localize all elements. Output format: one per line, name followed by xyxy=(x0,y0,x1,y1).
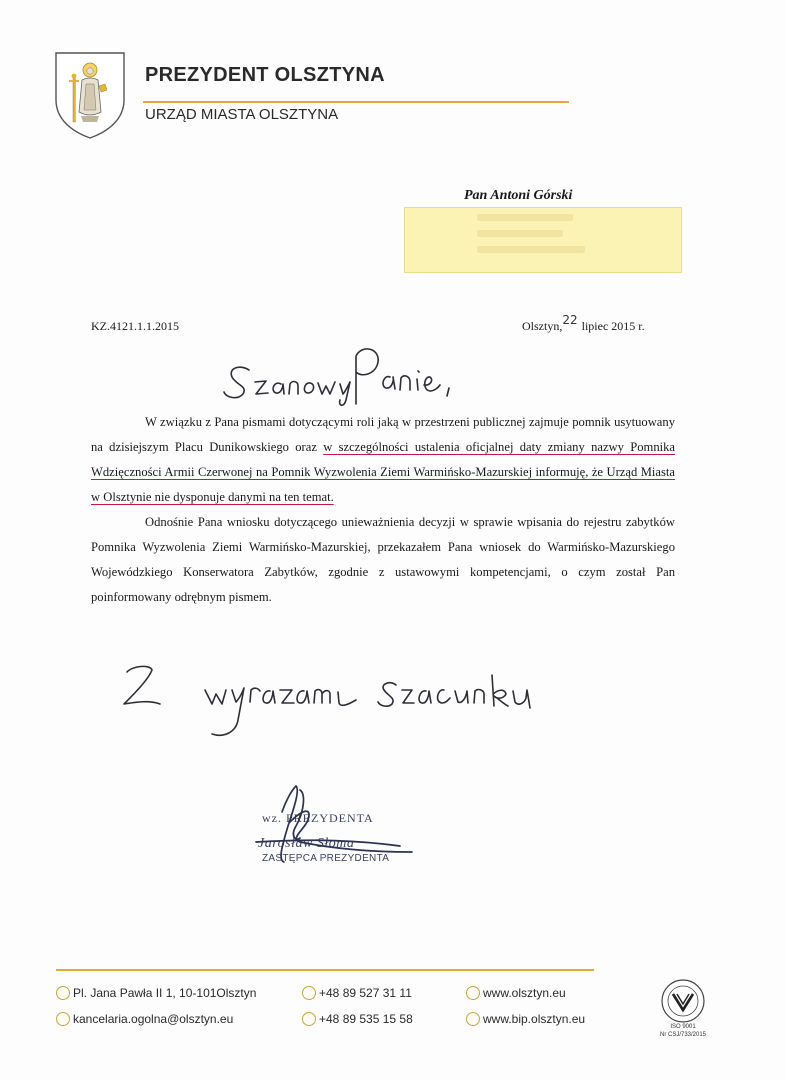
city-crest-icon xyxy=(53,50,127,140)
redacted-line xyxy=(477,230,563,237)
fax-icon xyxy=(302,1012,316,1026)
handwritten-salutation xyxy=(224,349,449,405)
handwritten-closing xyxy=(124,666,530,735)
redacted-line xyxy=(477,214,573,221)
redacted-address-block xyxy=(404,207,682,273)
footer-divider xyxy=(56,969,594,971)
date-place: Olsztyn, xyxy=(522,319,563,333)
footer-phone-1 xyxy=(302,986,412,1000)
footer-phone-2-text: +48 89 535 15 58 xyxy=(319,1012,413,1026)
location-icon xyxy=(56,986,70,1000)
bip-icon xyxy=(466,1012,480,1026)
footer-bip[interactable] xyxy=(466,1012,585,1026)
phone-icon xyxy=(302,986,316,1000)
date-day-handwritten: 22 xyxy=(562,313,578,327)
footer-phone-1-text: +48 89 527 31 11 xyxy=(319,986,412,1000)
footer-web[interactable] xyxy=(466,986,566,1000)
body-paragraph-1 xyxy=(91,410,675,510)
header-divider xyxy=(143,101,569,103)
header-title: PREZYDENT OLSZTYNA xyxy=(145,64,385,86)
web-icon xyxy=(466,986,480,1000)
footer-address-text: Pl. Jana Pawła II 1, 10-101Olsztyn xyxy=(73,986,257,1000)
stamp-on-behalf: wz. PREZYDENTA xyxy=(262,811,374,825)
stamp-signatory-name: Jarosław Słoma xyxy=(258,836,355,851)
footer-phone-2 xyxy=(302,1012,413,1026)
footer-address xyxy=(56,986,256,1000)
redacted-line xyxy=(477,246,585,253)
footer-email-text[interactable]: kancelaria.ogolna@olsztyn.eu xyxy=(73,1012,234,1026)
paragraph-1-underlined-text: w szczególności ustalenia oficjalnej daty zmiany nazwy Pomnika Wdzięczności Armii Czerwonej na Pomnik Wyzwolenia Ziemi Warmińsko-Mazurskiej informuję, że Urząd Miasta w Olsztynie nie dysponuje danymi na ten temat. xyxy=(91,440,676,504)
date-rest: lipiec 2015 r. xyxy=(581,319,645,333)
paragraph-1-text: W związku z Pana pismami dotyczącymi roli jaką w przestrzeni publicznej zajmuje pomnik usytuowany na dzisiejszym Placu Dunikowskiego oraz xyxy=(91,415,675,454)
footer-email[interactable] xyxy=(56,1012,233,1026)
body-paragraph-2: Odnośnie Pana wniosku dotyczącego unieważnienia decyzji w sprawie wpisania do rejestru zabytków Pomnika Wyzwolenia Ziemi Warmińsko-Mazurskiej, przekazałem Pana wniosek do Warmińsko-Mazurskiego Wojewódzkiego Konserwatora Zabytków, zgodnie z ustawowymi kompetencjami, o czym został Pan poinformowany odrębnym pismem. xyxy=(91,515,675,604)
stamp-signatory-role: ZASTĘPCA PREZYDENTA xyxy=(262,853,390,864)
footer-bip-text[interactable]: www.bip.olsztyn.eu xyxy=(483,1012,586,1026)
footer-web-text[interactable]: www.olsztyn.eu xyxy=(483,986,566,1000)
reference-number: KZ.4121.1.1.2015 xyxy=(91,319,179,333)
iso-certificate-number: Nr CSJ/733/2015 xyxy=(659,1032,707,1038)
iso-standard: ISO 9001 xyxy=(670,1024,696,1030)
addressee-name: Pan Antoni Górski xyxy=(464,188,573,203)
iso-certificate-icon xyxy=(660,978,706,1024)
letter-date xyxy=(522,313,645,334)
header-subtitle: URZĄD MIASTA OLSZTYNA xyxy=(145,106,339,123)
email-icon xyxy=(56,1012,70,1026)
